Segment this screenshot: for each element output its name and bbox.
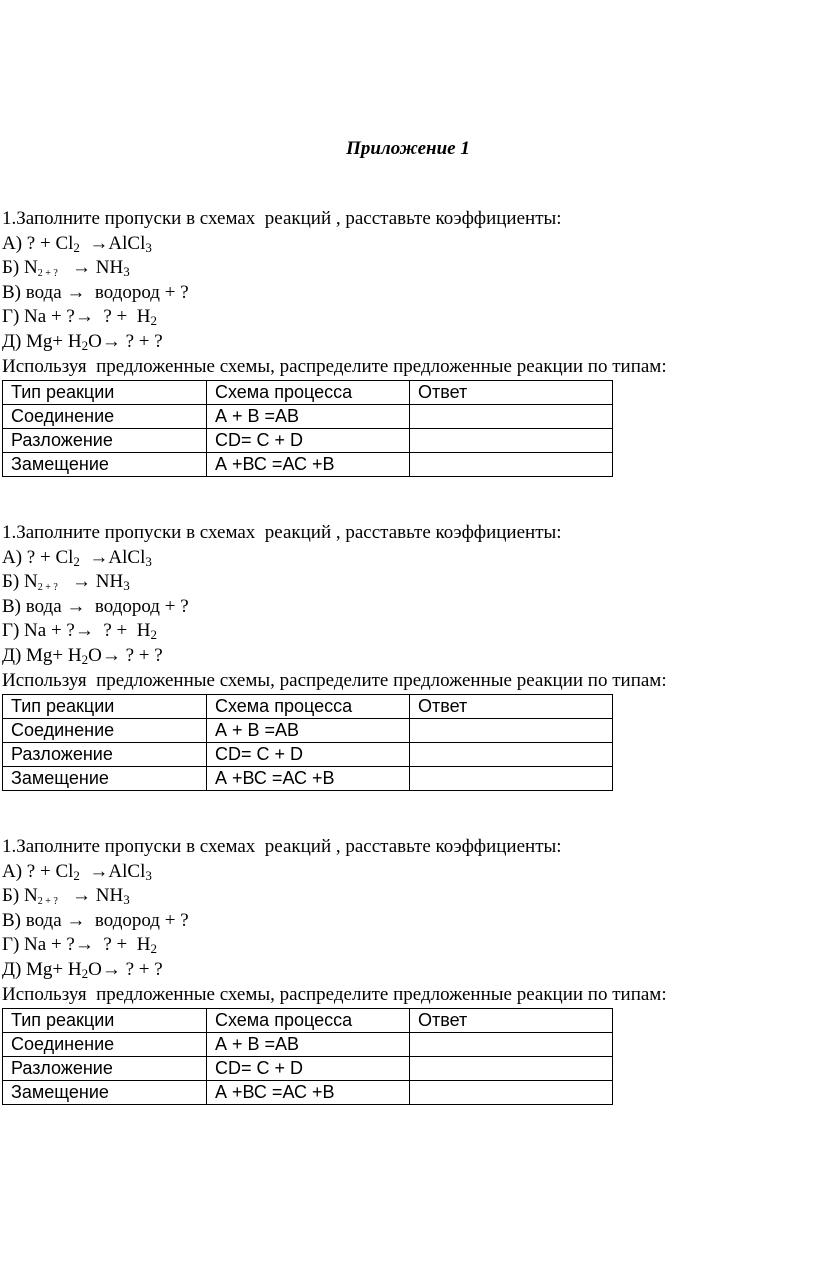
reaction-text: Б) N xyxy=(2,571,38,593)
subscript: 2 xyxy=(73,553,80,569)
reaction-text: Г) Na + ?→ ? + H xyxy=(2,934,151,956)
reaction-text: O→ ? + ? xyxy=(88,330,163,352)
subscript: 3 xyxy=(145,239,152,255)
subscript: 2 xyxy=(73,239,80,255)
header-cell: Тип реакции xyxy=(3,695,207,719)
reaction-types-table xyxy=(2,380,613,477)
reaction-g xyxy=(2,933,802,958)
header-cell: Тип реакции xyxy=(3,1009,207,1033)
answer-cell xyxy=(410,429,613,453)
reaction-text: O→ ? + ? xyxy=(88,644,163,666)
table-cell: CD= C + D xyxy=(207,1057,410,1081)
reaction-text: А) ? + Cl xyxy=(2,232,74,254)
header-cell: Схема процесса xyxy=(207,1009,410,1033)
table-cell: Замещение xyxy=(3,1081,207,1105)
reaction-text: Д) Mg+ H xyxy=(2,958,82,980)
reaction-a xyxy=(2,860,802,885)
reaction-text: → NH xyxy=(57,571,124,593)
reaction-g xyxy=(2,305,802,330)
table-row xyxy=(3,1033,613,1057)
reaction-text: →AlCl xyxy=(79,232,146,254)
table-cell: Соединение xyxy=(3,719,207,743)
reaction-text: А) ? + Cl xyxy=(2,546,74,568)
table-cell: А + В =АВ xyxy=(207,1033,410,1057)
table-cell: Замещение xyxy=(3,453,207,477)
answer-cell xyxy=(410,767,613,791)
table-cell: А + В =АВ xyxy=(207,405,410,429)
table-header-row xyxy=(3,1009,613,1033)
answer-cell xyxy=(410,1081,613,1105)
reaction-text: Д) Mg+ H xyxy=(2,330,82,352)
table-cell: Разложение xyxy=(3,1057,207,1081)
instruction-text: Используя предложенные схемы, распределите предложенные реакции по типам: xyxy=(2,983,667,1005)
answer-cell xyxy=(410,743,613,767)
table-cell: Разложение xyxy=(3,743,207,767)
reaction-a xyxy=(2,546,802,571)
reaction-text: →AlCl xyxy=(79,546,146,568)
reaction-text: Б) N xyxy=(2,257,38,279)
reaction-v: В) вода → водород + ? xyxy=(2,281,189,303)
header-cell: Схема процесса xyxy=(207,381,410,405)
table-row xyxy=(3,453,613,477)
reaction-d xyxy=(2,330,802,355)
table-row xyxy=(3,1057,613,1081)
subscript: 3 xyxy=(145,553,152,569)
answer-cell xyxy=(410,719,613,743)
subscript: 2 xyxy=(81,651,89,667)
subscript: 2 xyxy=(150,627,157,643)
header-cell: Тип реакции xyxy=(3,381,207,405)
reaction-types-table xyxy=(2,1008,613,1105)
table-row xyxy=(3,767,613,791)
task-text: 1.Заполните пропуски в схемах реакций , расставьте коэффициенты: xyxy=(2,522,562,543)
header-cell: Схема процесса xyxy=(207,695,410,719)
subscript: 2 xyxy=(81,337,89,353)
subscript: 2 xyxy=(73,867,80,883)
reaction-d xyxy=(2,644,802,669)
table-row xyxy=(3,743,613,767)
table-row xyxy=(3,719,613,743)
task-text: 1.Заполните пропуски в схемах реакций , расставьте коэффициенты: xyxy=(2,208,562,229)
reaction-g xyxy=(2,619,802,644)
exercise-block-2 xyxy=(2,521,802,791)
reaction-text: Б) N xyxy=(2,885,38,907)
reaction-v: В) вода → водород + ? xyxy=(2,595,189,617)
task-text: 1.Заполните пропуски в схемах реакций , расставьте коэффициенты: xyxy=(2,836,562,857)
table-cell: Разложение xyxy=(3,429,207,453)
answer-cell xyxy=(410,453,613,477)
table-cell: CD= C + D xyxy=(207,743,410,767)
reaction-b xyxy=(2,570,802,595)
answer-cell xyxy=(410,1033,613,1057)
reaction-text: Г) Na + ?→ ? + H xyxy=(2,620,151,642)
subscript: 2 xyxy=(150,941,157,957)
table-cell: Соединение xyxy=(3,1033,207,1057)
table-cell: Замещение xyxy=(3,767,207,791)
header-cell: Ответ xyxy=(410,695,613,719)
reaction-types-table xyxy=(2,694,613,791)
page-title: Приложение 1 xyxy=(346,138,470,159)
answer-cell xyxy=(410,1057,613,1081)
reaction-text: Д) Mg+ H xyxy=(2,644,82,666)
table-row xyxy=(3,429,613,453)
subscript: 2 xyxy=(150,313,157,329)
reaction-b xyxy=(2,884,802,909)
header-cell: Ответ xyxy=(410,381,613,405)
reaction-v: В) вода → водород + ? xyxy=(2,909,189,931)
subscript: 2 xyxy=(81,965,89,981)
table-header-row xyxy=(3,381,613,405)
reaction-text: → NH xyxy=(57,885,124,907)
table-cell: Соединение xyxy=(3,405,207,429)
reaction-d xyxy=(2,958,802,983)
subscript: 3 xyxy=(123,892,130,908)
subscript: 3 xyxy=(123,264,130,280)
reaction-text: O→ ? + ? xyxy=(88,958,163,980)
reaction-text: Г) Na + ?→ ? + H xyxy=(2,306,151,328)
table-cell: А +ВС =АС +В xyxy=(207,1081,410,1105)
table-row xyxy=(3,1081,613,1105)
header-cell: Ответ xyxy=(410,1009,613,1033)
table-cell: CD= C + D xyxy=(207,429,410,453)
subscript: 2 + ? xyxy=(37,896,58,908)
subscript: 3 xyxy=(145,867,152,883)
reaction-text: →AlCl xyxy=(79,860,146,882)
subscript: 3 xyxy=(123,578,130,594)
exercise-block-3 xyxy=(2,835,802,1105)
subscript: 2 + ? xyxy=(37,268,58,280)
reaction-b xyxy=(2,256,802,281)
instruction-text: Используя предложенные схемы, распределите предложенные реакции по типам: xyxy=(2,355,667,377)
table-cell: А +ВС =АС +В xyxy=(207,767,410,791)
table-header-row xyxy=(3,695,613,719)
table-cell: А +ВС =АС +В xyxy=(207,453,410,477)
reaction-text: → NH xyxy=(57,257,124,279)
table-row xyxy=(3,405,613,429)
reaction-text: А) ? + Cl xyxy=(2,860,74,882)
table-cell: А + В =АВ xyxy=(207,719,410,743)
subscript: 2 + ? xyxy=(37,582,58,594)
reaction-a xyxy=(2,232,802,257)
instruction-text: Используя предложенные схемы, распределите предложенные реакции по типам: xyxy=(2,669,667,691)
answer-cell xyxy=(410,405,613,429)
exercise-block-1 xyxy=(2,207,802,477)
